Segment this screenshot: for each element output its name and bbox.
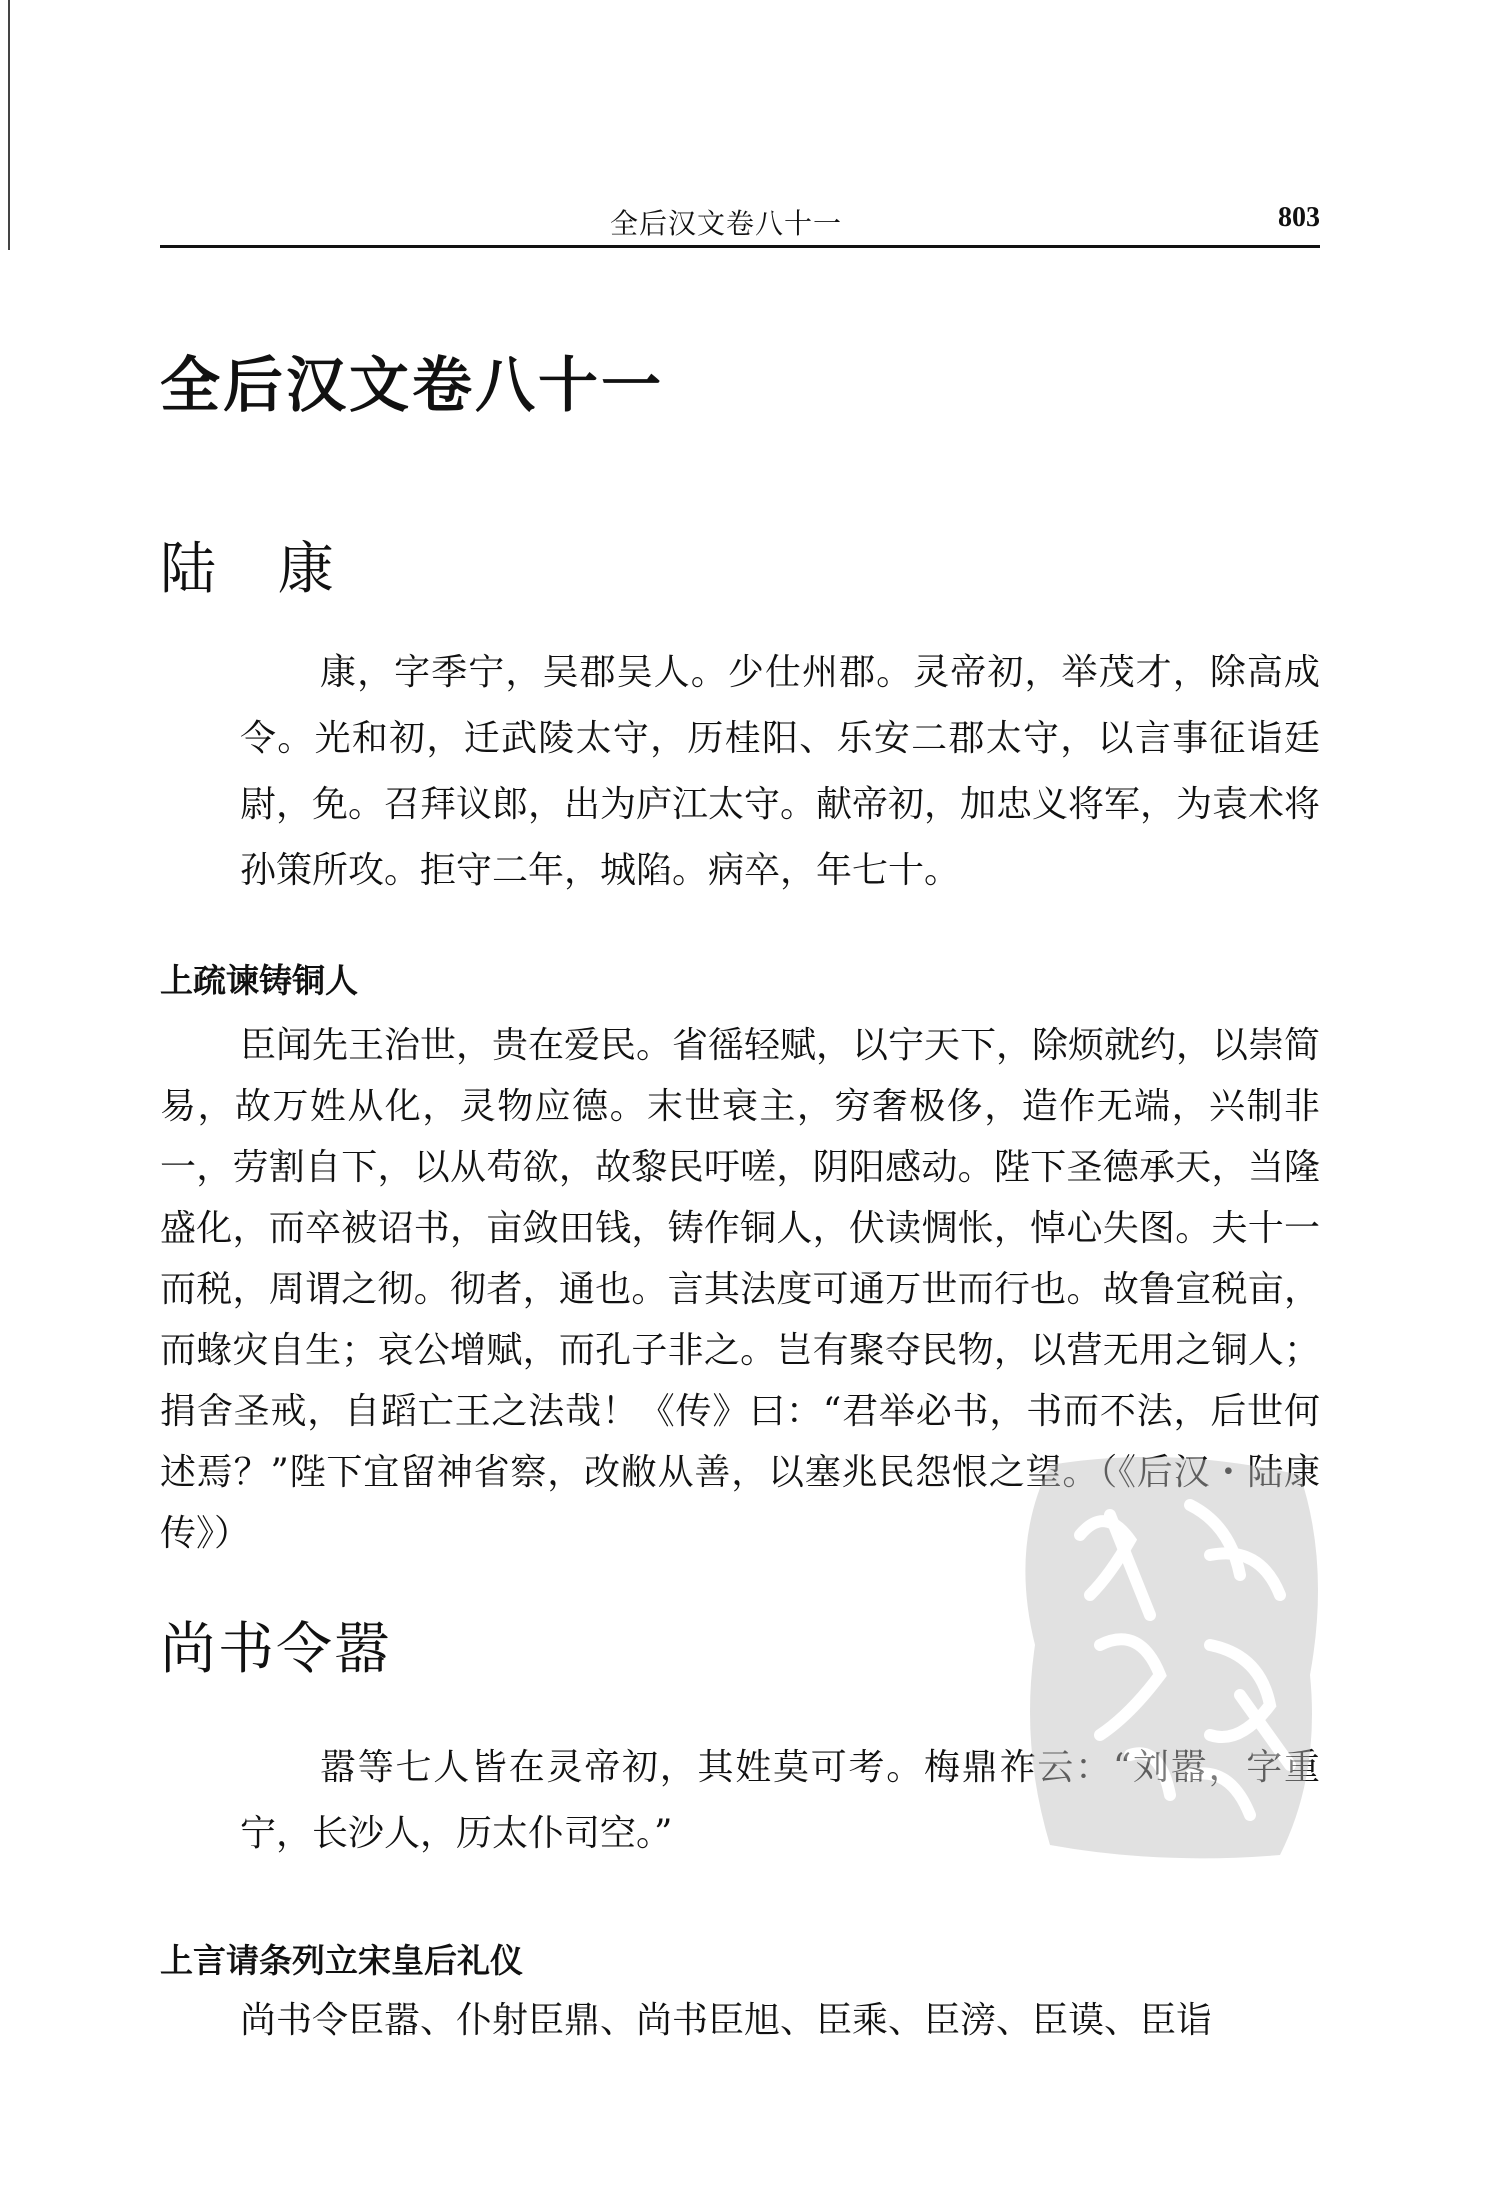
author-name: 陆 康 <box>160 537 336 602</box>
piece-title: 上疏谏铸铜人 <box>160 961 358 1000</box>
page-edge-line <box>8 0 10 250</box>
author-bio: 康，字季宁，吴郡吴人。少仕州郡。灵帝初，举茂才，除高成令。光和初，迁武陵太守，历桂阳、乐安二郡太守，以言事征诣廷尉，免。召拜议郎，出为庐江太守。献帝初，加忠义将军，为袁术将孙策所攻。拒守二年，城陷。病卒，年七十。 <box>240 652 1321 891</box>
piece-title: 上言请条列立宋皇后礼仪 <box>160 1941 523 1980</box>
piece-text: 尚书令臣嚣、仆射臣鼎、尚书臣旭、臣乘、臣滂、臣谟、臣诣 <box>240 2000 1213 2041</box>
chapter-title: 全后汉文卷八十一 <box>160 351 664 421</box>
author-name: 尚书令嚣 <box>160 1617 392 1682</box>
running-title: 全后汉文卷八十一 <box>610 207 843 240</box>
page-number: 803 <box>1278 202 1320 233</box>
author-bio: 嚣等七人皆在灵帝初，其姓莫可考。梅鼎祚云：“刘嚣，字重宁，长沙人，历太仆司空。” <box>240 1747 1320 1854</box>
piece-text: 臣闻先王治世，贵在爱民。省徭轻赋，以宁天下，除烦就约，以崇简易，故万姓从化，灵物应德。末世衰主，穷奢极侈，造作无端，兴制非一，劳割自下，以从苟欲，故黎民吁嗟，阴阳感动。陛下圣德承天，当隆盛化，而卒被诏书，亩敛田钱，铸作铜人，伏读惆怅，悼心失图。夫十一而税，周谓之彻。彻者，通也。言其法度可通万世而行也。故鲁宣税亩，而蝝灾自生；哀公增赋，而孔子非之。岂有聚夺民物，以营无用之铜人；捐舍圣戒，自蹈亡王之法哉！《传》曰：“君举必书，书而不法，后世何述焉？”陛下宜留神省察，改敝从善，以塞兆民怨恨之望。（《后汉・陆康传》） <box>160 1025 1321 1554</box>
seal-stamp-icon <box>1010 1445 1330 1865</box>
running-header <box>160 190 1320 250</box>
header-rule <box>160 245 1320 248</box>
